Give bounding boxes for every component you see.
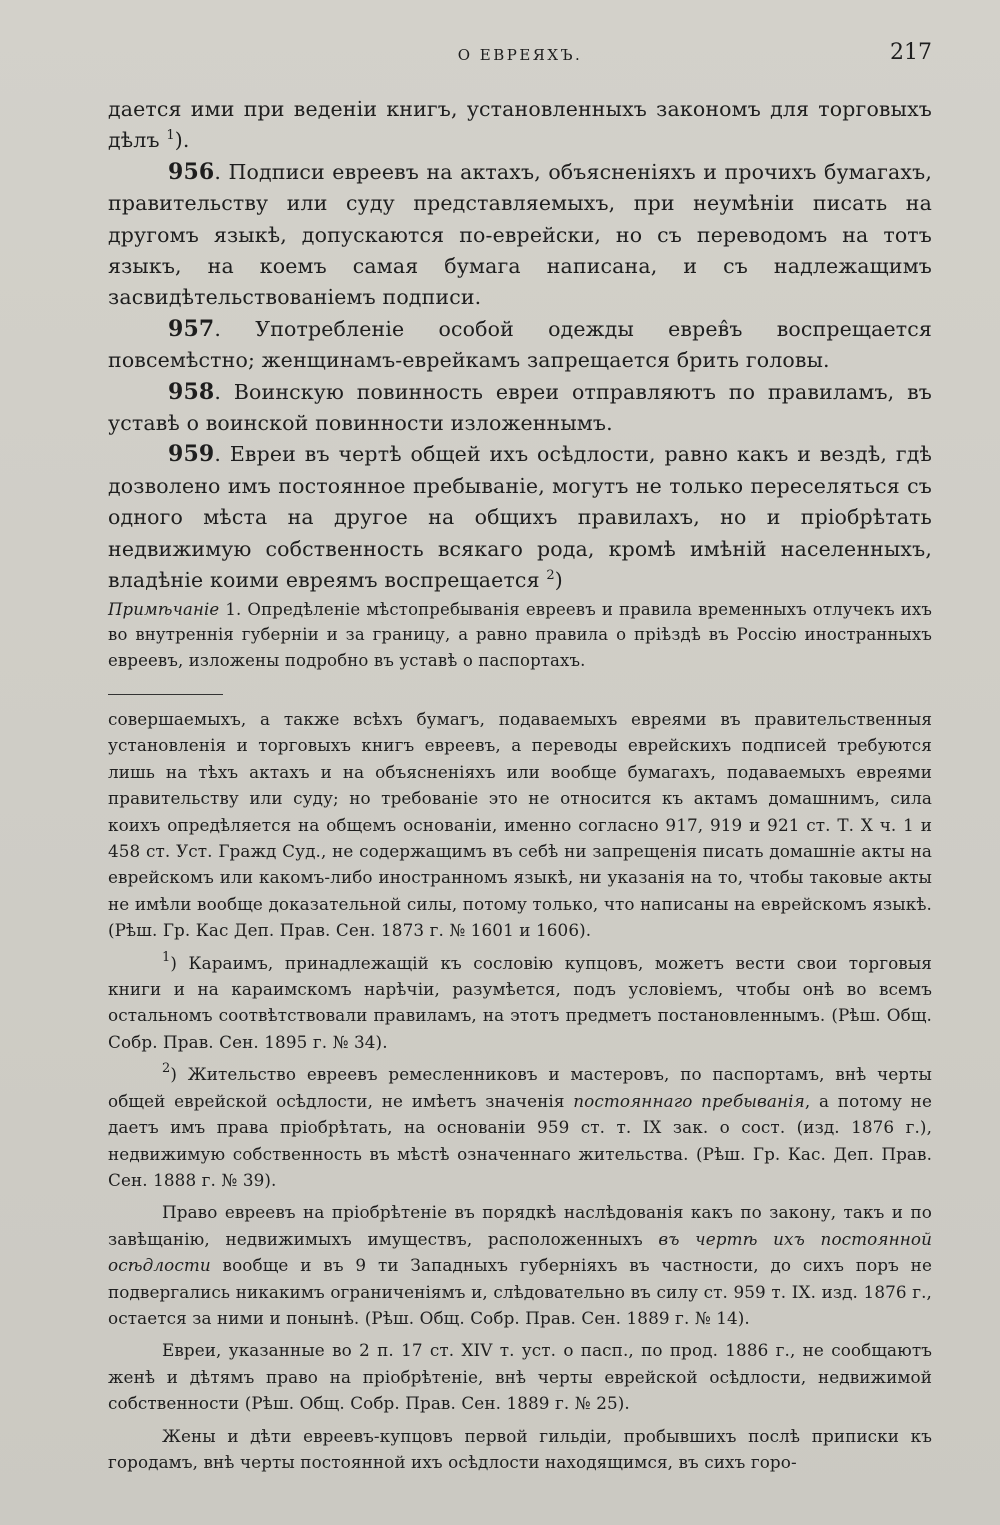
article-957: 957. Употребленіе особой одежды еврев̂ъ воспрещается повсемѣстно; женщинамъ-еврейкамъ запрещается брить головы. <box>108 315 932 373</box>
article-958: 958. Воинскую повинность евреи отправляютъ по правиламъ, въ уставѣ о воинской повинности изложеннымъ. <box>108 378 932 436</box>
footnote-ref-1: 1 <box>166 128 175 144</box>
article-number: 956 <box>168 158 215 185</box>
footnote-mark: 1 <box>162 949 171 965</box>
page-header <box>108 40 932 72</box>
page-number: 217 <box>890 40 932 65</box>
footnote-continuation: совершаемыхъ, а также всѣхъ бумагъ, подаваемыхъ евреями въ правительственныя установленія и торговыхъ книгъ евреевъ, а переводы еврейскихъ подписей требуются лишь на тѣхъ актахъ и на объясненіяхъ или вообще бумагахъ, подаваемыхъ евреями правительству или суду; но требованіе это не относится къ актамъ домашнимъ, сила коихъ опредѣляется на общемъ основаніи, именно согласно 917, 919 и 921 ст. Т. X ч. 1 и 458 ст. Уст. Гражд Суд., не содержащимъ въ себѣ ни запрещенія писать домашніе акты на еврейскомъ или какомъ-либо иностранномъ языкѣ, ни указанія на то, чтобы таковые акты не имѣли вообще доказательной силы, потому только, что написаны на еврейскомъ языкѣ. (Рѣш. Гр. Кас Деп. Прав. Сен. 1873 г. № 1601 и 1606). <box>108 709 932 941</box>
footnote-separator <box>108 694 223 695</box>
article-note: Примѣчаніе 1. Опредѣленіе мѣстопребыванія евреевъ и правила временныхъ отлучекъ ихъ во внутреннія губерніи и за границу, а равно правила о пріѣздѣ въ Россію иностранныхъ евреевъ, изложены подробно въ уставѣ о паспортахъ. <box>108 599 932 670</box>
main-text <box>108 94 932 673</box>
footnotes <box>108 706 932 1475</box>
article-number: 957 <box>168 315 215 342</box>
footnote-2: $^2$) Жительство евреевъ ремесленниковъ и мастеровъ, по паспортамъ, внѣ черты общей еврейской осѣдлости, не имѣетъ значенія постояннаго пребыванія, а потому не даетъ имъ права пріобрѣтать, на основаніи 959 ст. т. IX зак. о сост. (изд. 1876 г.), недвижимую собственность въ мѣстѣ означеннаго жительства. (Рѣш. Гр. Кас. Деп. Прав. Сен. 1888 г. № 39). <box>108 1061 932 1190</box>
running-title: О ЕВРЕЯХЪ. <box>457 46 583 64</box>
footnote-paragraph: Право евреевъ на пріобрѣтеніе въ порядкѣ наслѣдованія какъ по закону, такъ и по завѣщанію, недвижимыхъ имуществъ, расположенныхъ въ чертѣ ихъ постоянной осѣдлости вообще и въ 9 ти Западныхъ губерніяхъ въ частности, до сихъ поръ не подвергались никакимъ ограниченіямъ и, слѣдовательно въ силу ст. 959 т. IX. изд. 1876 г., остается за ними и понынѣ. (Рѣш. Общ. Собр. Прав. Сен. 1889 г. № 14). <box>108 1202 932 1328</box>
continued-paragraph: дается ими при веденіи книгъ, установленныхъ закономъ для торговыхъ дѣлъ $^1$). <box>108 97 932 153</box>
footnote-1: $^1$) Караимъ, принадлежащій къ сословію купцовъ, можетъ вести свои торговыя книги и на караимскомъ нарѣчіи, разумѣется, подъ условіемъ, чтобы онѣ во всемъ остальномъ соотвѣтствовали правиламъ, на этотъ предметъ постановленнымъ. (Рѣш. Общ. Собр. Прав. Сен. 1895 г. № 34). <box>108 949 932 1052</box>
article-959: 959. Евреи въ чертѣ общей ихъ осѣдлости, равно какъ и вездѣ, гдѣ дозволено имъ постоянное пребываніе, могутъ не только переселяться съ одного мѣста на другое на общихъ правилахъ, но и пріобрѣтать недвижимую собственность всякаго рода, кромѣ имѣній населенныхъ, владѣніе коими евреямъ воспрещается $^2$) <box>108 441 932 593</box>
article-number: 959 <box>168 441 215 468</box>
footnote-paragraph: Жены и дѣти евреевъ-купцовъ первой гильдіи, пробывшихъ послѣ приписки къ городамъ, внѣ черты постоянной ихъ осѣдлости находящимся, въ сихъ горо- <box>108 1425 932 1472</box>
note-label: Примѣчаніе <box>108 599 220 619</box>
footnote-mark: 2 <box>162 1061 171 1077</box>
footnote-ref-2: 2 <box>546 568 555 584</box>
article-956: 956. Подписи евреевъ на актахъ, объясненіяхъ и прочихъ бумагахъ, правительству или суду представляемыхъ, при неумѣніи писать на другомъ языкѣ, допускаются по-еврейски, но съ переводомъ на тотъ языкъ, на коемъ самая бумага написана, и съ надлежащимъ засвидѣтельствованіемъ подписи. <box>108 158 932 310</box>
footnote-paragraph: Евреи, указанные во 2 п. 17 ст. XIV т. уст. о пасп., по прод. 1886 г., не сообщаютъ женѣ и дѣтямъ право на пріобрѣтеніе, внѣ черты еврейской осѣдлости, недвижимой собственности (Рѣш. Общ. Собр. Прав. Сен. 1889 г. № 25). <box>108 1340 932 1414</box>
article-number: 958 <box>168 378 215 405</box>
